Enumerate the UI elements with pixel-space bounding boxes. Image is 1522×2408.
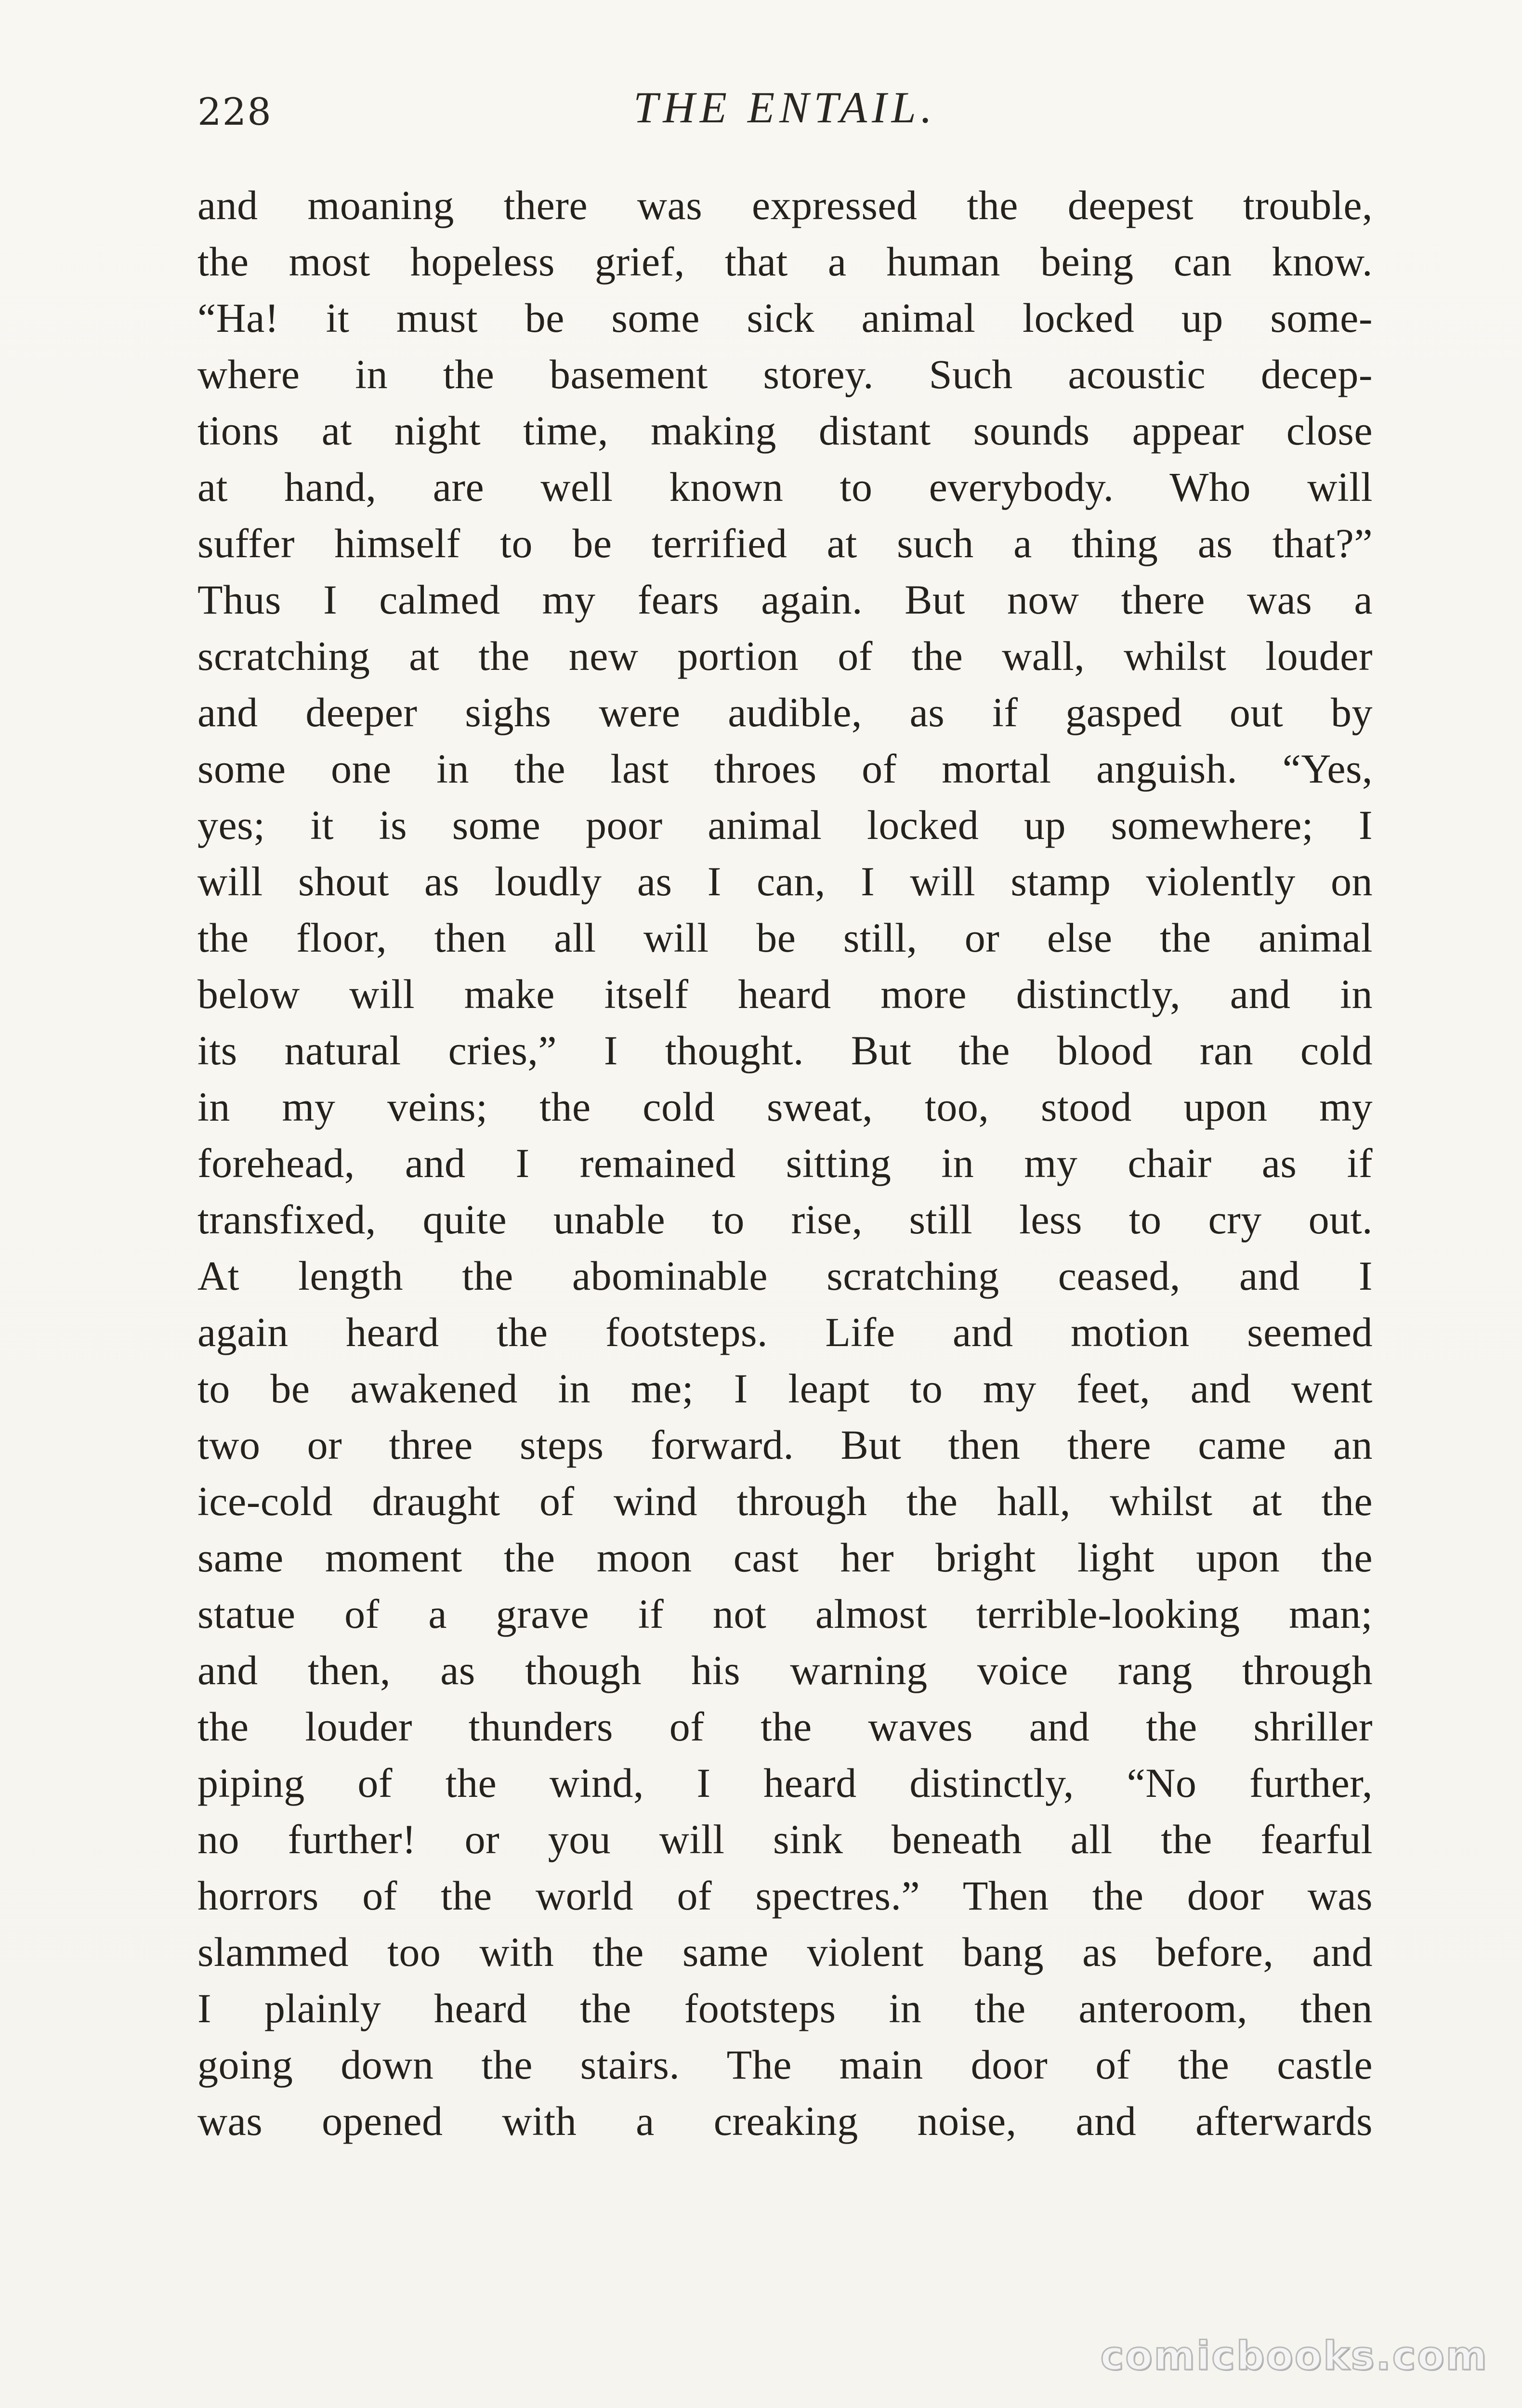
page-number: 228 <box>197 91 272 134</box>
text-line: where in the basement storey. Such acoustic decep- <box>197 351 1373 397</box>
text-line: was opened with a creaking noise, and afterwards <box>197 2098 1373 2144</box>
text-line: at hand, are well known to everybody. Who will <box>197 464 1373 510</box>
text-line: slammed too with the same violent bang as before, and <box>197 1929 1373 1975</box>
page-header <box>197 82 1373 149</box>
text-line: its natural cries,” I thought. But the blood ran cold <box>197 1027 1373 1073</box>
text-line: no further! or you will sink beneath all the fearful <box>197 1816 1373 1862</box>
text-line: the floor, then all will be still, or else the animal <box>197 915 1373 961</box>
text-line: some one in the last throes of mortal anguish. “Yes, <box>197 746 1373 792</box>
text-line: “Ha! it must be some sick animal locked up some- <box>197 295 1373 341</box>
running-title: THE ENTAIL. <box>633 83 937 132</box>
text-line: and deeper sighs were audible, as if gasped out by <box>197 689 1373 735</box>
text-line: suffer himself to be terrified at such a thing as that?” <box>197 520 1373 566</box>
text-line: below will make itself heard more distinctly, and in <box>197 971 1373 1017</box>
watermark: comicbooks.com <box>1100 2333 1488 2379</box>
text-line: At length the abominable scratching ceased, and I <box>197 1253 1373 1299</box>
text-line: transfixed, quite unable to rise, still less to cry out. <box>197 1196 1373 1243</box>
text-line: and then, as though his warning voice rang through <box>197 1647 1373 1693</box>
text-line: and moaning there was expressed the deepest trouble, <box>197 182 1373 228</box>
text-line: Thus I calmed my fears again. But now there was a <box>197 576 1373 623</box>
text-line: yes; it is some poor animal locked up somewhere; I <box>197 802 1373 848</box>
text-line: going down the stairs. The main door of the castle <box>197 2042 1373 2088</box>
text-line: the most hopeless grief, that a human being can know. <box>197 238 1373 285</box>
text-line: scratching at the new portion of the wall, whilst louder <box>197 633 1373 679</box>
text-line: tions at night time, making distant sounds appear close <box>197 407 1373 454</box>
text-line: will shout as loudly as I can, I will stamp violently on <box>197 858 1373 904</box>
text-line: I plainly heard the footsteps in the anteroom, then <box>197 1985 1373 2031</box>
text-line: two or three steps forward. But then there came an <box>197 1422 1373 1468</box>
text-line: again heard the footsteps. Life and motion seemed <box>197 1309 1373 1355</box>
text-line: horrors of the world of spectres.” Then the door was <box>197 1872 1373 1919</box>
text-line: ice-cold draught of wind through the hall, whilst at the <box>197 1478 1373 1524</box>
text-line: forehead, and I remained sitting in my chair as if <box>197 1140 1373 1186</box>
body-text <box>197 177 1373 2149</box>
text-line: the louder thunders of the waves and the shriller <box>197 1703 1373 1750</box>
text-line: same moment the moon cast her bright light upon the <box>197 1534 1373 1581</box>
text-line: statue of a grave if not almost terrible-looking man; <box>197 1591 1373 1637</box>
text-line: to be awakened in me; I leapt to my feet, and went <box>197 1365 1373 1412</box>
text-line: in my veins; the cold sweat, too, stood upon my <box>197 1084 1373 1130</box>
text-line: piping of the wind, I heard distinctly, “No further, <box>197 1760 1373 1806</box>
